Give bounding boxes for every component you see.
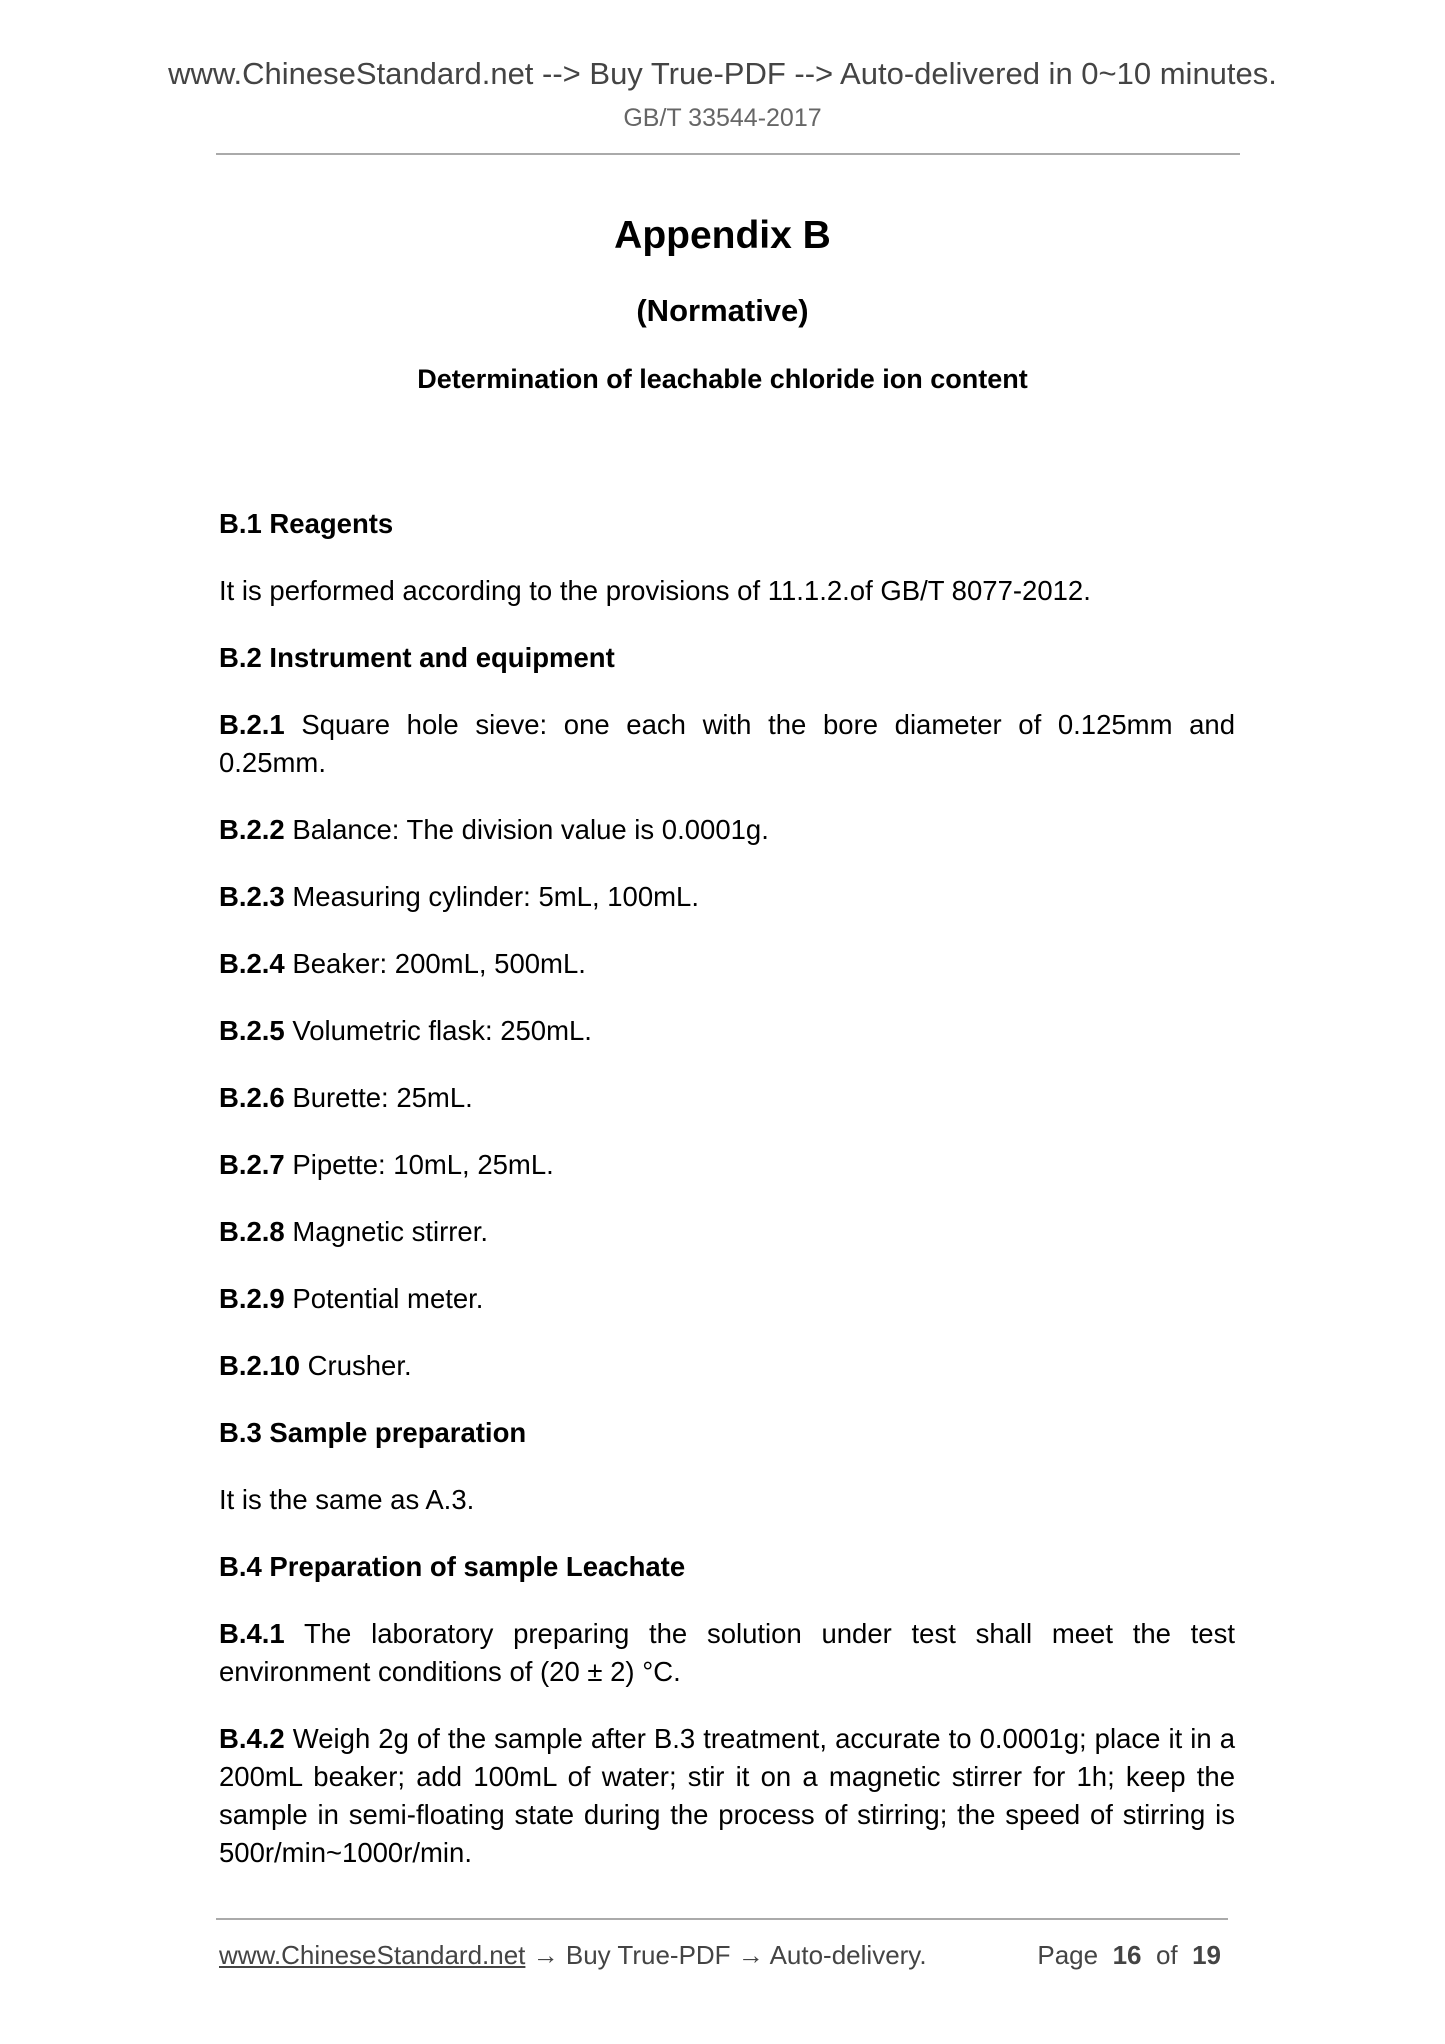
- page-total: 19: [1192, 1940, 1221, 1970]
- clause-b4-2: [219, 1720, 1235, 1872]
- page-indicator: [1037, 1940, 1221, 1971]
- of-label: of: [1155, 1940, 1178, 1970]
- section-heading-b2: B.2 Instrument and equipment: [219, 642, 615, 673]
- clause-text: Balance: The division value is 0.0001g.: [292, 814, 769, 845]
- standard-code: GB/T 33544-2017: [623, 104, 822, 132]
- document-body: [219, 505, 1235, 1901]
- footer-divider: [216, 1918, 1228, 1920]
- clause-number: B.2.6: [219, 1082, 285, 1113]
- clause-text: Potential meter.: [292, 1283, 484, 1314]
- clause-b2-6: [219, 1079, 1235, 1117]
- clause-text: The laboratory preparing the solution under test shall meet the test environment conditions of (20 ± 2) °C.: [219, 1618, 1235, 1687]
- section-heading-b3: B.3 Sample preparation: [219, 1417, 527, 1448]
- section-heading-b4: B.4 Preparation of sample Leachate: [219, 1551, 686, 1582]
- clause-b2-2: [219, 811, 1235, 849]
- clause-b2-5: [219, 1012, 1235, 1050]
- clause-text: Volumetric flask: 250mL.: [292, 1015, 592, 1046]
- page-label: Page: [1037, 1940, 1099, 1970]
- clause-text: Beaker: 200mL, 500mL.: [292, 948, 586, 979]
- paragraph-b3: It is the same as A.3.: [219, 1484, 475, 1515]
- clause-b2-8: [219, 1213, 1235, 1251]
- clause-number: B.2.4: [219, 948, 285, 979]
- clause-text: Magnetic stirrer.: [292, 1216, 488, 1247]
- clause-text: Burette: 25mL.: [292, 1082, 473, 1113]
- clause-text: Measuring cylinder: 5mL, 100mL.: [292, 881, 699, 912]
- clause-text: Pipette: 10mL, 25mL.: [292, 1149, 554, 1180]
- clause-b2-7: [219, 1146, 1235, 1184]
- page-title: Appendix B: [614, 214, 831, 257]
- footer-site-link[interactable]: www.ChineseStandard.net: [219, 1940, 526, 1970]
- clause-b2-1: [219, 706, 1235, 782]
- footer-promo: [219, 1940, 927, 1971]
- clause-b2-9: [219, 1280, 1235, 1318]
- clause-number: B.2.2: [219, 814, 285, 845]
- clause-number: B.2.9: [219, 1283, 285, 1314]
- clause-number: B.2.1: [219, 709, 285, 740]
- clause-text: Square hole sieve: one each with the bore diameter of 0.125mm and 0.25mm.: [219, 709, 1235, 778]
- clause-number: B.2.3: [219, 881, 285, 912]
- footer-promo-text: → Buy True-PDF → Auto-delivery.: [525, 1940, 927, 1970]
- header-banner: www.ChineseStandard.net --> Buy True-PDF --> Auto-delivered in 0~10 minutes.: [168, 56, 1277, 91]
- clause-number: B.2.5: [219, 1015, 285, 1046]
- page-subtitle: (Normative): [636, 293, 809, 328]
- page-footer: [219, 1940, 1229, 1971]
- appendix-subject: Determination of leachable chloride ion content: [417, 364, 1028, 394]
- clause-text: Weigh 2g of the sample after B.3 treatment, accurate to 0.0001g; place it in a 200mL beaker; add 100mL of water; stir it on a magnetic stirrer for 1h; keep the sample in semi-floating state during the process of stirring; the speed of stirring is 500r/min~1000r/min.: [219, 1723, 1235, 1868]
- clause-b2-10: [219, 1347, 1235, 1385]
- header-divider: [216, 153, 1240, 155]
- clause-number: B.2.10: [219, 1350, 301, 1381]
- clause-b4-1: [219, 1615, 1235, 1691]
- clause-number: B.2.7: [219, 1149, 285, 1180]
- clause-number: B.4.1: [219, 1618, 285, 1649]
- clause-b2-3: [219, 878, 1235, 916]
- section-heading-b1: B.1 Reagents: [219, 508, 394, 539]
- clause-b2-4: [219, 945, 1235, 983]
- page-current: 16: [1112, 1940, 1142, 1970]
- clause-number: B.4.2: [219, 1723, 285, 1754]
- clause-number: B.2.8: [219, 1216, 285, 1247]
- paragraph-b1: It is performed according to the provisions of 11.1.2.of GB/T 8077-2012.: [219, 575, 1091, 606]
- clause-text: Crusher.: [307, 1350, 412, 1381]
